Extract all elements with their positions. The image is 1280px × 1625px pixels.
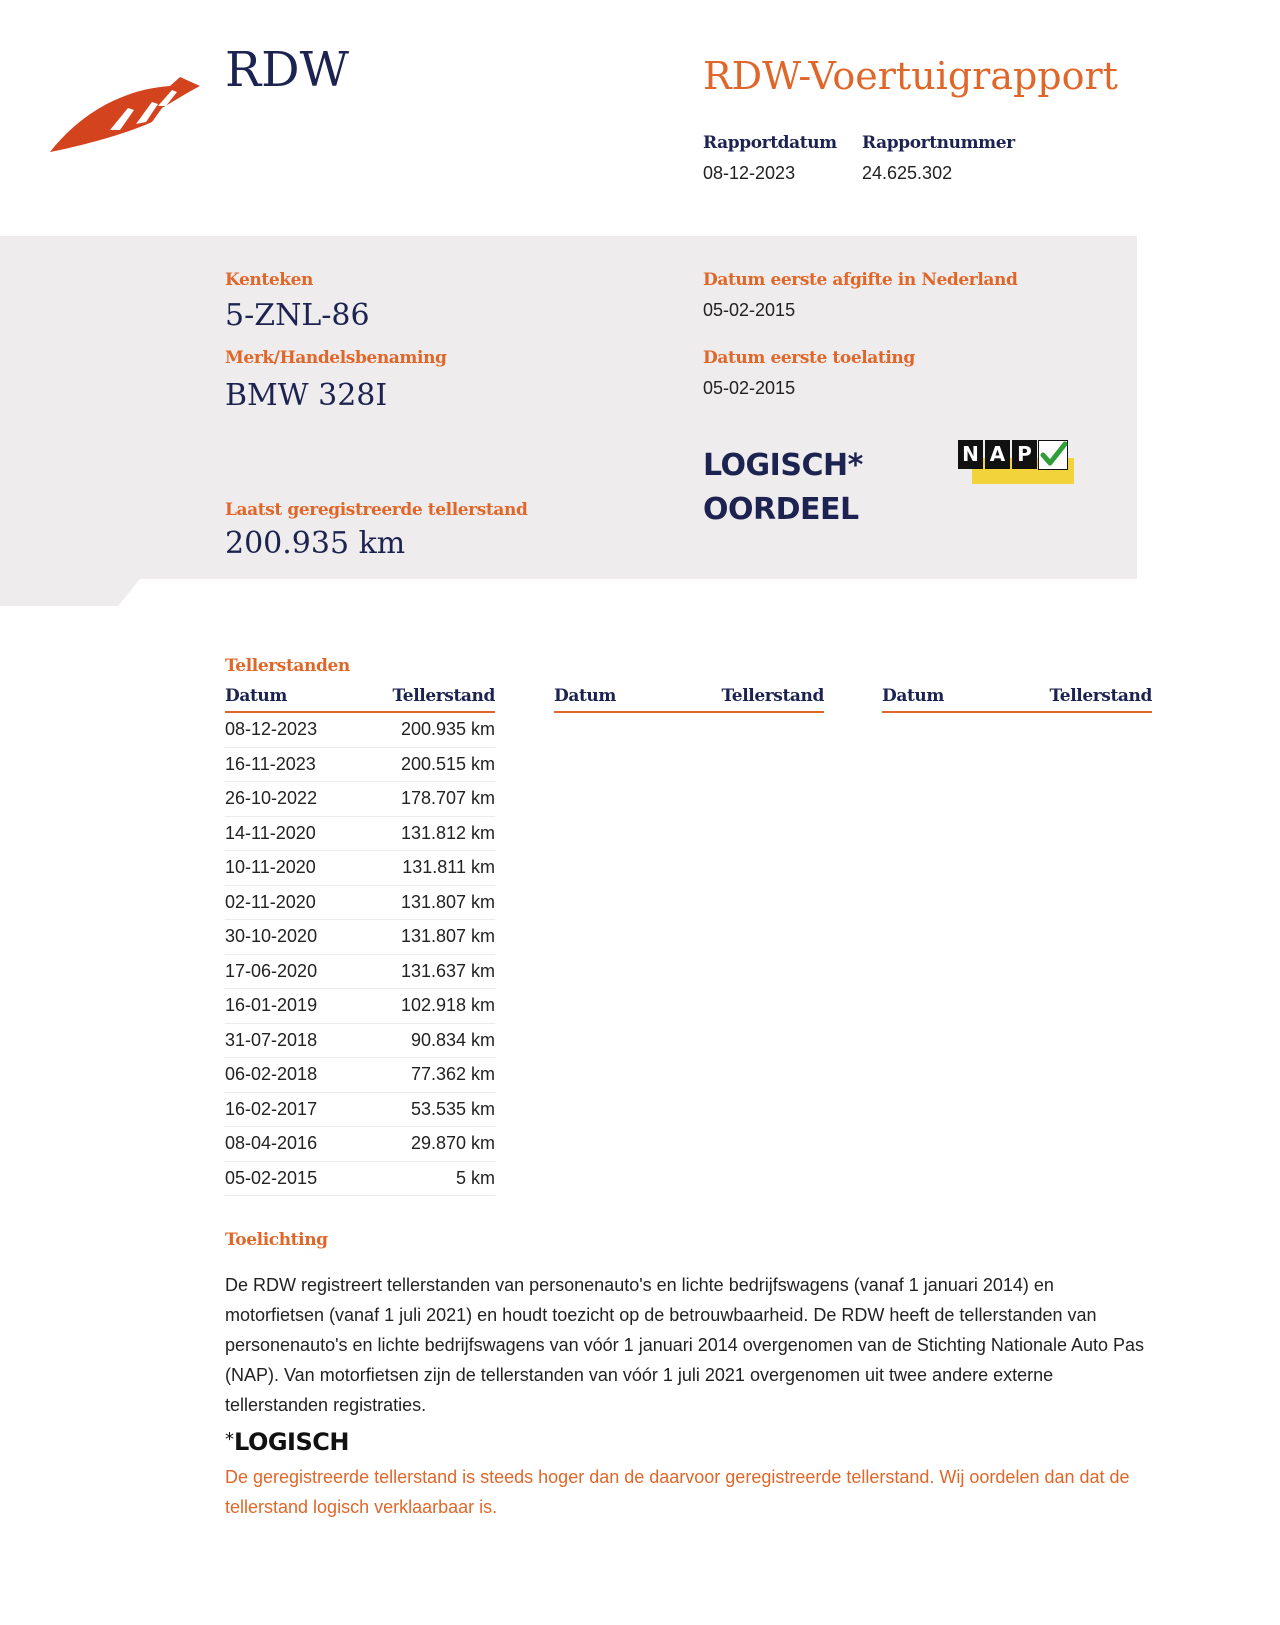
eerste-toelating-value: 05-02-2015: [703, 378, 796, 398]
oordeel-line2: OORDEEL: [703, 492, 859, 527]
table-row: [225, 747, 495, 782]
nap-check-icon: [1038, 440, 1068, 470]
col-tellerstand-header: Tellerstand: [984, 684, 1152, 712]
reading-value: 200.515 km: [393, 747, 496, 782]
readings-table-1: [225, 684, 495, 1196]
logisch-text: De geregistreerde tellerstand is steeds hoger dan de daarvoor geregistreerde tellerstand. Wij oordelen dan dat de tellerstand logisch verklaarbaar is.: [225, 1467, 1130, 1517]
rapportdatum-label: Rapportdatum: [703, 133, 837, 153]
report-title: RDW-Voertuigrapport: [703, 54, 1118, 98]
rapportdatum-value: 08-12-2023: [703, 163, 796, 183]
reading-date: 10-11-2020: [225, 851, 393, 886]
reading-value: 131.812 km: [393, 816, 496, 851]
reading-date: 06-02-2018: [225, 1058, 393, 1093]
tellerstand-label: Laatst geregistreerde tellerstand: [225, 500, 528, 520]
rapportnummer-label: Rapportnummer: [862, 133, 1015, 153]
table-row: [225, 851, 495, 886]
reading-value: 131.637 km: [393, 954, 496, 989]
col-tellerstand-header: Tellerstand: [393, 684, 496, 712]
brand-name: RDW: [225, 42, 349, 98]
reading-value: 77.362 km: [393, 1058, 496, 1093]
reading-value: 131.811 km: [393, 851, 496, 886]
table-row: [225, 920, 495, 955]
tellerstand-value: 200.935 km: [225, 526, 406, 561]
reading-value: 178.707 km: [393, 782, 496, 817]
nap-badge: [958, 440, 1074, 484]
readings-table-2: [554, 684, 824, 713]
rdw-logo-icon: [50, 72, 200, 154]
merk-label: Merk/Handelsbenaming: [225, 348, 447, 368]
toelichting-title: Toelichting: [225, 1230, 328, 1250]
col-datum-header: Datum: [225, 684, 393, 712]
reading-value: 131.807 km: [393, 920, 496, 955]
table-row: [225, 1092, 495, 1127]
col-datum-header: Datum: [882, 684, 984, 712]
reading-value: 131.807 km: [393, 885, 496, 920]
logisch-heading: [225, 1428, 349, 1456]
rapportnummer-value: 24.625.302: [862, 163, 953, 183]
table-row: [225, 1127, 495, 1162]
reading-date: 16-01-2019: [225, 989, 393, 1024]
reading-value: 102.918 km: [393, 989, 496, 1024]
nap-letter-a: A: [985, 440, 1010, 469]
vehicle-summary-band: [0, 236, 1137, 606]
eerste-afgifte-value: 05-02-2015: [703, 300, 796, 320]
table-row: [225, 1023, 495, 1058]
col-tellerstand-header: Tellerstand: [656, 684, 824, 712]
reading-date: 08-12-2023: [225, 712, 393, 747]
reading-date: 30-10-2020: [225, 920, 393, 955]
table-row: [225, 816, 495, 851]
nap-letter-n: N: [958, 440, 983, 469]
table-row: [225, 712, 495, 747]
reading-date: 02-11-2020: [225, 885, 393, 920]
logisch-asterisk: *: [225, 1429, 234, 1450]
table-row: [225, 954, 495, 989]
reading-value: 90.834 km: [393, 1023, 496, 1058]
reading-date: 31-07-2018: [225, 1023, 393, 1058]
reading-value: 200.935 km: [393, 712, 496, 747]
reading-date: 05-02-2015: [225, 1161, 393, 1196]
reading-date: 16-11-2023: [225, 747, 393, 782]
reading-date: 17-06-2020: [225, 954, 393, 989]
reading-date: 16-02-2017: [225, 1092, 393, 1127]
reading-value: 53.535 km: [393, 1092, 496, 1127]
oordeel-line1: LOGISCH*: [703, 448, 863, 483]
eerste-toelating-label: Datum eerste toelating: [703, 348, 915, 368]
eerste-afgifte-label: Datum eerste afgifte in Nederland: [703, 270, 1018, 290]
table-row: [225, 1161, 495, 1196]
table-row: [225, 782, 495, 817]
table-row: [225, 989, 495, 1024]
merk-value: BMW 328I: [225, 378, 388, 413]
reading-date: 14-11-2020: [225, 816, 393, 851]
nap-letter-p: P: [1012, 440, 1037, 469]
readings-body: [225, 712, 495, 1196]
toelichting-text: De RDW registreert tellerstanden van personenauto's en lichte bedrijfswagens (vanaf 1 januari 2014) en motorfietsen (vanaf 1 juli 2021) en houdt toezicht op de betrouwbaarheid. De RDW heeft de tellerstanden van personenauto's en lichte bedrijfswagens van vóór 1 januari 2014 overgenomen van de Stichting Nationale Auto Pas (NAP). Van motorfietsen zijn de tellerstanden van vóór 1 juli 2021 overgenomen uit twee andere externe tellerstanden registraties.: [225, 1275, 1145, 1415]
kenteken-label: Kenteken: [225, 270, 314, 290]
logisch-heading-text: LOGISCH: [234, 1428, 349, 1456]
tellerstanden-title: Tellerstanden: [225, 656, 350, 676]
readings-table-3: [882, 684, 1152, 713]
reading-date: 26-10-2022: [225, 782, 393, 817]
table-row: [225, 885, 495, 920]
col-datum-header: Datum: [554, 684, 656, 712]
kenteken-value: 5-ZNL-86: [225, 298, 370, 333]
reading-value: 29.870 km: [393, 1127, 496, 1162]
reading-value: 5 km: [393, 1161, 496, 1196]
table-row: [225, 1058, 495, 1093]
reading-date: 08-04-2016: [225, 1127, 393, 1162]
